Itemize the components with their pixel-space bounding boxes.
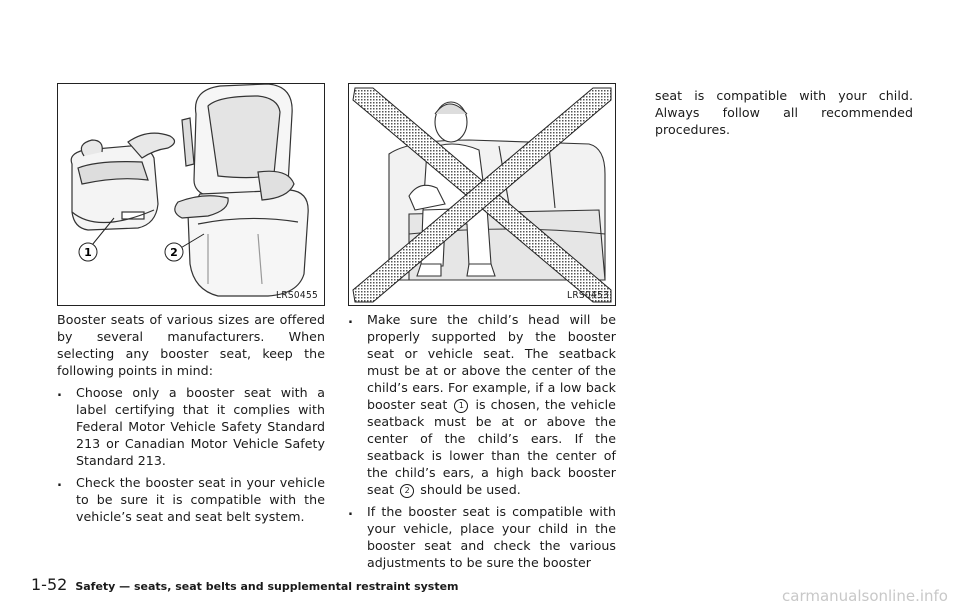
- reference-circle-2: 2: [400, 484, 414, 498]
- watermark: carmanualsonline.info: [782, 587, 948, 605]
- reference-circle-1: 1: [454, 399, 468, 413]
- bullet-text: Make sure the child’s head will be properly supported by the booster seat or vehicle seat. The seatback must be at or above the center of the child’s ears. For example, if a low back booster seat: [367, 312, 616, 412]
- figure-label: LRS0455: [276, 290, 318, 301]
- bullet-item: [348, 311, 616, 498]
- continued-paragraph: seat is compatible with your child. Always follow all recommended procedures.: [655, 88, 913, 137]
- intro-paragraph: Booster seats of various sizes are offered by several manufacturers. When selecting any booster seat, keep the following points in mind:: [57, 312, 325, 378]
- text-column-2: [348, 311, 616, 576]
- booster-seats-figure: [57, 83, 325, 306]
- bullet-marker: .: [57, 475, 62, 490]
- bullet-item: [348, 503, 616, 571]
- bullet-item: [57, 474, 325, 525]
- bullet-text: is chosen, the vehicle seatback must be at or above the center of the child’s ears. If the seatback is lower than the center of the child’s ears, a high back booster seat: [367, 397, 616, 497]
- page-footer: [31, 575, 459, 594]
- bullet-marker: .: [57, 385, 62, 400]
- bullet-marker: .: [348, 312, 353, 327]
- page-number: 1-52: [31, 575, 68, 594]
- booster-seats-illustration: [58, 84, 324, 305]
- incorrect-seating-figure: [348, 83, 616, 306]
- bullet-text: Check the booster seat in your vehicle to be sure it is compatible with the vehicle’s seat and seat belt system.: [76, 475, 325, 524]
- bullet-text: should be used.: [420, 482, 521, 497]
- text-column-3: [655, 87, 913, 143]
- bullet-marker: .: [348, 504, 353, 519]
- text-column-1: [57, 311, 325, 530]
- callout-2: 2: [170, 246, 178, 259]
- bullet-text: If the booster seat is compatible with your vehicle, place your child in the booster seat and check the various adjustments to be sure the booster: [367, 504, 616, 570]
- crossed-out-child-illustration: [349, 84, 615, 305]
- bullet-item: [57, 384, 325, 469]
- section-title: Safety — seats, seat belts and supplemental restraint system: [75, 580, 459, 593]
- callout-1: 1: [84, 246, 92, 259]
- bullet-text: Choose only a booster seat with a label certifying that it complies with Federal Motor Vehicle Safety Standard 213 or Canadian Motor Vehicle Safety Standard 213.: [76, 385, 325, 468]
- figure-label: LRS0453: [567, 290, 609, 301]
